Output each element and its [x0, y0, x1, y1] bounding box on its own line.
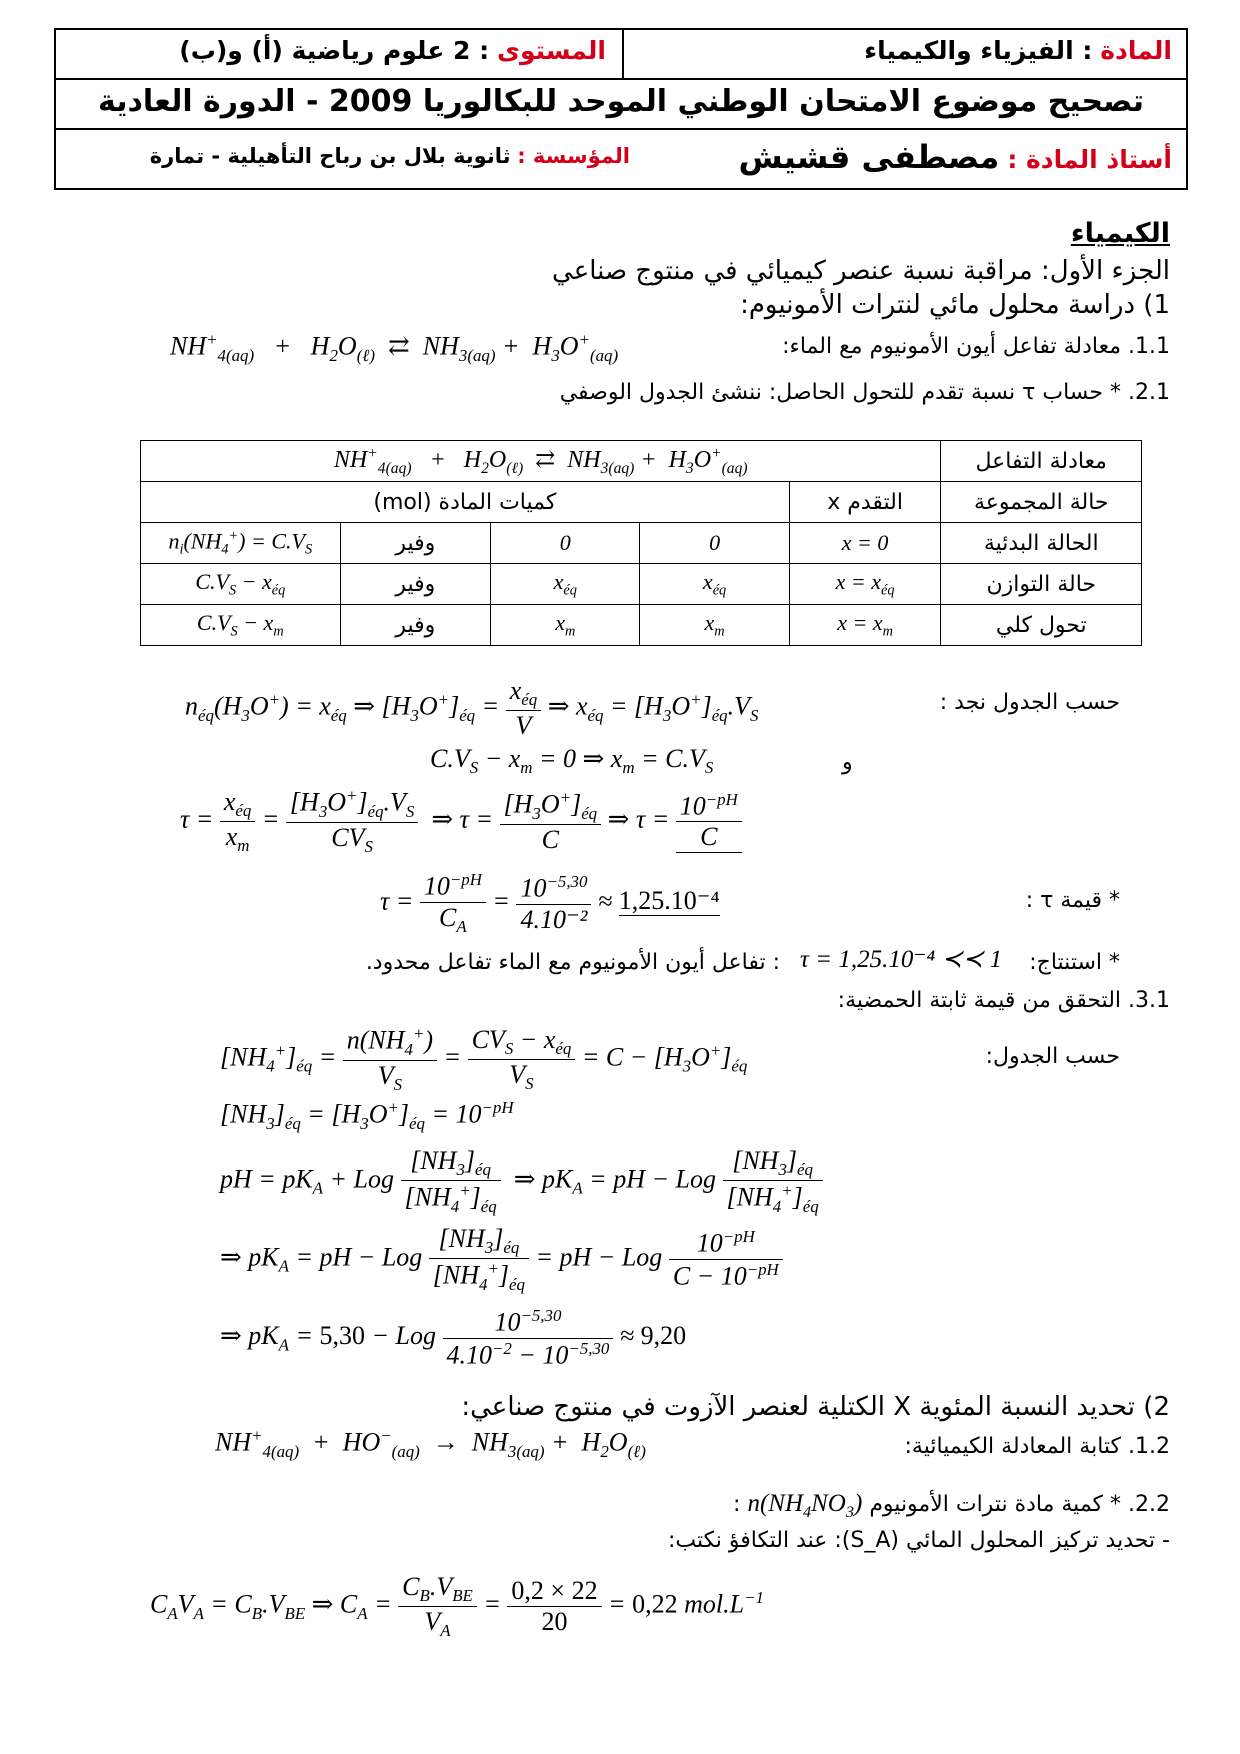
- c-value: 4.10⁻²: [520, 904, 588, 934]
- exam-title: تصحيح موضوع الامتحان الوطني الموحد للبكالوريا 2009 - الدورة العادية: [98, 84, 1144, 119]
- tau-value: 1,25.10⁻⁴: [618, 886, 720, 916]
- tau-value-2: 1,25.10⁻⁴: [838, 946, 936, 973]
- q13-text: 3.1. التحقق من قيمة ثابتة الحمضية:: [837, 988, 1170, 1013]
- formula-xm: $C.V_S - x_m = 0$ ⇒ $x_m = C.V_S$: [430, 744, 714, 778]
- sub1-title: 1) دراسة محلول مائي لنترات الأمونيوم:: [740, 290, 1170, 320]
- teacher-name: مصطفى قشيش: [738, 138, 1000, 176]
- conclusion-formula: τ = 1,25.10⁻⁴ ≺≺ 1: [800, 946, 1003, 973]
- level-value: 2 علوم رياضية (أ) و(ب): [179, 36, 471, 65]
- row-label-initial: الحالة البدئية: [941, 523, 1142, 564]
- quantities-header: كميات المادة (mol): [141, 482, 790, 523]
- reaction-equation-1: $NH^+_{4(aq)} + H_2O_{(\ell)}$ ⇄ $NH_{3(aq)} + H_3O^+_{(aq)}$: [170, 330, 619, 365]
- subject-value: الفيزياء والكيمياء: [864, 36, 1074, 65]
- formula-xeq: $n_{éq}(H_3O^+) = x_{éq}$ ⇒ $[H_3O^+]_{éq}$ = $\frac{x_{éq}}{V}$ ⇒ $x_{éq} = [H_3O^+]_{éq}.V_S$: [185, 676, 759, 741]
- formula-pka-2: ⇒ $pK_A$ = pH − Log $\frac{[NH_3]_{éq}}{[NH_4^+]_{éq}}$ = pH − Log $\frac{10^{-pH}}{C - 10^{-pH}}$: [220, 1224, 783, 1295]
- formula-tau: τ = $\frac{x_{éq}}{x_m}$ = $\frac{[H_3O^+]_{éq}.V_S}{CV_S}$ ⇒ τ = $\frac{[H_3O^+]_{éq}}{C}$ ⇒ τ = $\frac{10^{-pH}}{C}$: [180, 786, 742, 857]
- formula-nh3-eq: $[NH_3]_{éq} = [H_3O^+]_{éq} = 10^{-pH}$: [220, 1098, 514, 1133]
- q22-text: 2.2. * كمية مادة نترات الأمونيوم: [869, 1492, 1170, 1517]
- formula-nh4-eq: $[NH_4^+]_{éq}$ = $\frac{n(NH_4^+)}{V_S}$ = $\frac{CV_S - x_{éq}}{V_S}$ = $C - [H_3O^+]_{éq}$: [220, 1024, 748, 1095]
- from-table2-text: حسب الجدول:: [985, 1044, 1120, 1069]
- table-equation: $NH^+_{4(aq)} + H_2O_{(\ell)}$ ⇄ $NH_{3(aq)} + H_3O^+_{(aq)}$: [141, 441, 941, 482]
- q11-text: 1.1. معادلة تفاعل أيون الأمونيوم مع الماء:: [782, 334, 1170, 359]
- school-value: ثانوية بلال بن رباح التأهيلية - تمارة: [149, 144, 511, 168]
- eq-water: وفير: [340, 564, 491, 605]
- sub2-title: 2) تحديد النسبة المئوية X الكتلية لعنصر الآزوت في منتوج صناعي:: [461, 1392, 1170, 1422]
- q22b-text: - تحديد تركيز المحلول المائي (S_A): عند التكافؤ نكتب:: [667, 1528, 1170, 1553]
- conclusion-label: * استنتاج:: [1029, 950, 1120, 975]
- row-label-equation: معادلة التفاعل: [941, 441, 1142, 482]
- row-label-equilibrium: حالة التوازن: [941, 564, 1142, 605]
- formula-ca: $C_AV_A = C_B.V_{BE}$ ⇒ $C_A$ = $\frac{C_B.V_{BE}}{V_A}$ = $\frac{0,2 \times 22}{20}$ = 0,22 $mol.L^{-1}$: [150, 1572, 764, 1641]
- header-row-1: [56, 30, 1186, 80]
- q12-text: 2.1. * حساب τ نسبة تقدم للتحول الحاصل: ننشئ الجدول الوصفي: [559, 380, 1170, 405]
- ph-value-2: 5,30: [319, 1321, 366, 1351]
- initial-water: وفير: [340, 523, 491, 564]
- header-row-3: [56, 130, 1186, 186]
- eq-x: $x = x_{éq}$: [789, 564, 941, 605]
- initial-x: x = 0: [789, 523, 941, 564]
- max-x: $x = x_m$: [789, 605, 941, 646]
- ph-value: 5,30: [557, 872, 588, 892]
- row-label-complete: تحول كلي: [941, 605, 1142, 646]
- teacher: [738, 138, 1172, 176]
- and-text: و: [842, 750, 853, 775]
- level: المستوى : 2 علوم رياضية (أ) و(ب): [179, 36, 606, 65]
- subject: المادة : الفيزياء والكيمياء: [864, 36, 1172, 65]
- header-row-2: [56, 80, 1186, 130]
- school: [150, 144, 630, 168]
- formula-tau-value: τ = $\frac{10^{-pH}}{C_A}$ = $\frac{10^{-5,30}}{\text{4.10⁻²}}$ ≈ 1,25.10⁻⁴: [380, 870, 720, 936]
- row-label-state: حالة المجموعة: [941, 482, 1142, 523]
- eq-h3o: $x_{éq}$: [640, 564, 789, 605]
- level-label: المستوى: [497, 36, 606, 65]
- school-label: المؤسسة :: [517, 144, 630, 168]
- max-nh3: $x_m$: [491, 605, 640, 646]
- pka-value: 9,20: [640, 1321, 687, 1351]
- eq-nh4: $C.V_S - x_{éq}$: [141, 564, 341, 605]
- q22-formula: $n(NH_4NO_3)$: [747, 1490, 863, 1521]
- formula-pka-1: pH = $pK_A$ + Log $\frac{[NH_3]_{éq}}{[NH_4^+]_{éq}}$ ⇒ $pK_A$ = pH − Log $\frac{[NH_3]_{éq}}{[NH_4^+]_{éq}}$: [220, 1146, 823, 1217]
- vbe-value: 22: [571, 1576, 598, 1606]
- initial-nh3: 0: [491, 523, 640, 564]
- formula-pka-3: ⇒ $pK_A = 5,30$ − Log $\frac{10^{-5,30}}{4.10^{-2} - 10^{-5,30}}$ ≈ 9,20: [220, 1306, 687, 1370]
- teacher-label: أستاذ المادة :: [1007, 145, 1172, 174]
- tau-value-label: * قيمة τ :: [1025, 888, 1120, 913]
- eq-nh3: $x_{éq}$: [491, 564, 640, 605]
- progress-table: [140, 440, 1142, 646]
- subject-label: المادة: [1100, 36, 1172, 65]
- max-water: وفير: [340, 605, 491, 646]
- initial-nh4: $n_i(NH_4^+) = C.V_S$: [141, 523, 341, 564]
- from-table-text: حسب الجدول نجد :: [939, 690, 1120, 715]
- q22-line: 2.2. * كمية مادة نترات الأمونيوم $n(NH_4NO_3)$ :: [733, 1490, 1170, 1521]
- ca-value: 0,22: [632, 1589, 678, 1619]
- part1-title: الجزء الأول: مراقبة نسبة عنصر كيميائي في منتوج صناعي: [552, 256, 1170, 286]
- conclusion-text: : تفاعل أيون الأمونيوم مع الماء تفاعل محدود.: [365, 950, 780, 975]
- cb-value: 0,2: [511, 1576, 544, 1606]
- reaction-equation-2: $NH^+_{4(aq)} + HO^-_{(aq)} \to NH_{3(aq)} + H_2O_{(\ell)}$: [215, 1426, 646, 1461]
- q21-text: 1.2. كتابة المعادلة الكيميائية:: [904, 1434, 1170, 1459]
- initial-h3o: 0: [640, 523, 789, 564]
- va-value: 20: [541, 1607, 568, 1637]
- max-h3o: $x_m$: [640, 605, 789, 646]
- max-nh4: $C.V_S - x_m$: [141, 605, 341, 646]
- chemistry-heading: الكيمياء: [1070, 218, 1170, 249]
- header-box: [54, 28, 1188, 190]
- advance-header: التقدم x: [789, 482, 941, 523]
